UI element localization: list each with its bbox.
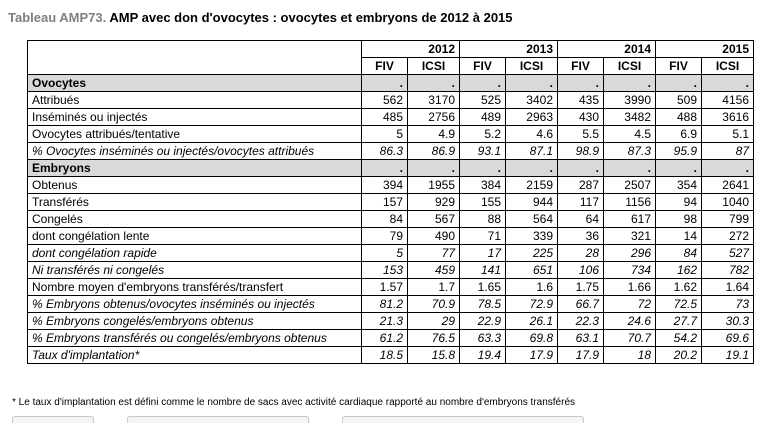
table-cell: 525 [460, 92, 506, 109]
table-cell: 78.5 [460, 296, 506, 313]
table-cell: 5.5 [558, 126, 604, 143]
table-cell: 162 [656, 262, 702, 279]
table-cell: 72.5 [656, 296, 702, 313]
table-cell: 17.9 [506, 347, 558, 364]
header-blank-cell [28, 41, 362, 58]
method-header: ICSI [506, 58, 558, 75]
table-cell: 21.3 [362, 313, 408, 330]
table-cell: 79 [362, 228, 408, 245]
table-cell: 3170 [408, 92, 460, 109]
table-row [28, 330, 754, 347]
table-cell: 87.3 [604, 143, 656, 160]
table-cell: 28 [558, 245, 604, 262]
table-cell: 61.2 [362, 330, 408, 347]
table-cell: 27.7 [656, 313, 702, 330]
table-cell: 36 [558, 228, 604, 245]
table-cell: . [656, 160, 702, 177]
table-cell: 86.9 [408, 143, 460, 160]
table-cell: 1.6 [506, 279, 558, 296]
table-cell: 1156 [604, 194, 656, 211]
table-cell: 64 [558, 211, 604, 228]
table-cell: 98 [656, 211, 702, 228]
row-label: % Embryons obtenus/ovocytes inséminés ou injectés [28, 296, 362, 313]
row-label: % Embryons transférés ou congelés/embryons obtenus [28, 330, 362, 347]
table-cell: 5.1 [702, 126, 754, 143]
bottom-tab-strip [12, 416, 712, 422]
table-cell: 20.2 [656, 347, 702, 364]
table-cell: 18.5 [362, 347, 408, 364]
table-cell: 321 [604, 228, 656, 245]
table-cell: 98.9 [558, 143, 604, 160]
table-cell: 17.9 [558, 347, 604, 364]
table-cell: 1.62 [656, 279, 702, 296]
table-row [28, 211, 754, 228]
table-cell: 5.2 [460, 126, 506, 143]
table-cell: 1.64 [702, 279, 754, 296]
method-header: FIV [362, 58, 408, 75]
table-cell: 66.7 [558, 296, 604, 313]
table-cell: 157 [362, 194, 408, 211]
table-cell: 15.8 [408, 347, 460, 364]
table-cell: 72.9 [506, 296, 558, 313]
table-cell: 339 [506, 228, 558, 245]
row-label: dont congélation rapide [28, 245, 362, 262]
table-cell: 22.9 [460, 313, 506, 330]
table-cell: . [362, 160, 408, 177]
table-cell: 81.2 [362, 296, 408, 313]
row-label: dont congélation lente [28, 228, 362, 245]
table-cell: 5 [362, 126, 408, 143]
table-cell: . [408, 75, 460, 92]
table-cell: 272 [702, 228, 754, 245]
table-caption: AMP avec don d'ovocytes : ovocytes et embryons de 2012 à 2015 [106, 10, 513, 25]
table-row [28, 228, 754, 245]
table-cell: 489 [460, 109, 506, 126]
table-cell: 71 [460, 228, 506, 245]
table-cell: 26.1 [506, 313, 558, 330]
table-cell: 69.6 [702, 330, 754, 347]
table-cell: 287 [558, 177, 604, 194]
table-cell: 5 [362, 245, 408, 262]
table-cell: 488 [656, 109, 702, 126]
table-number: Tableau AMP73. [8, 10, 107, 25]
table-cell: 63.3 [460, 330, 506, 347]
table-cell: 70.9 [408, 296, 460, 313]
footnote: * Le taux d'implantation est défini comme le nombre de sacs avec activité cardiaque rapporté au nombre d'embryons transférés [12, 397, 576, 408]
table-cell: 394 [362, 177, 408, 194]
table-cell: . [604, 160, 656, 177]
table-cell: 155 [460, 194, 506, 211]
table-cell: 2159 [506, 177, 558, 194]
table-cell: 19.1 [702, 347, 754, 364]
table-cell: 2641 [702, 177, 754, 194]
table-cell: 95.9 [656, 143, 702, 160]
method-header: ICSI [408, 58, 460, 75]
table-cell: 944 [506, 194, 558, 211]
table-cell: 72 [604, 296, 656, 313]
method-header: FIV [460, 58, 506, 75]
table-cell: 141 [460, 262, 506, 279]
table-cell: 490 [408, 228, 460, 245]
method-header: ICSI [604, 58, 656, 75]
table-cell: 69.8 [506, 330, 558, 347]
table-cell: 153 [362, 262, 408, 279]
year-header: 2014 [558, 41, 656, 58]
table-cell: 564 [506, 211, 558, 228]
table-cell: 3482 [604, 109, 656, 126]
table-row [28, 126, 754, 143]
row-label: % Embryons congelés/embryons obtenus [28, 313, 362, 330]
table-cell: 354 [656, 177, 702, 194]
table-cell: . [506, 160, 558, 177]
table-cell: 24.6 [604, 313, 656, 330]
table-cell: . [460, 75, 506, 92]
table-title [8, 10, 513, 25]
table-cell: 17 [460, 245, 506, 262]
row-label: Congelés [28, 211, 362, 228]
method-header: FIV [656, 58, 702, 75]
table-cell: 782 [702, 262, 754, 279]
table-cell: 4156 [702, 92, 754, 109]
table-row [28, 313, 754, 330]
table-cell: 86.3 [362, 143, 408, 160]
table-cell: . [362, 75, 408, 92]
row-label: Nombre moyen d'embryons transférés/transfert [28, 279, 362, 296]
table-cell: 1.7 [408, 279, 460, 296]
section-label: Embryons [28, 160, 362, 177]
table-cell: . [604, 75, 656, 92]
section-label: Ovocytes [28, 75, 362, 92]
method-header: ICSI [702, 58, 754, 75]
table-cell: 799 [702, 211, 754, 228]
table-row [28, 143, 754, 160]
table-cell: 84 [362, 211, 408, 228]
table-cell: 29 [408, 313, 460, 330]
table-cell: 4.9 [408, 126, 460, 143]
table-cell: 430 [558, 109, 604, 126]
table-cell: 117 [558, 194, 604, 211]
table-cell: 106 [558, 262, 604, 279]
table-cell: 1.65 [460, 279, 506, 296]
table-row [28, 194, 754, 211]
table-cell: . [408, 160, 460, 177]
table-row [28, 92, 754, 109]
table-cell: 22.3 [558, 313, 604, 330]
table-cell: 6.9 [656, 126, 702, 143]
table-row [28, 262, 754, 279]
table-cell: 296 [604, 245, 656, 262]
table-cell: . [460, 160, 506, 177]
table-cell: 84 [656, 245, 702, 262]
section-row [28, 75, 754, 92]
row-label: % Ovocytes inséminés ou injectés/ovocytes attribués [28, 143, 362, 160]
table-cell: . [558, 75, 604, 92]
table-cell: 3990 [604, 92, 656, 109]
table-cell: 73 [702, 296, 754, 313]
method-header: FIV [558, 58, 604, 75]
table-cell: 651 [506, 262, 558, 279]
table-cell: 1.57 [362, 279, 408, 296]
table-cell: 562 [362, 92, 408, 109]
table-cell: 19.4 [460, 347, 506, 364]
table-cell: 459 [408, 262, 460, 279]
row-label: Obtenus [28, 177, 362, 194]
table-row [28, 245, 754, 262]
row-label: Taux d'implantation* [28, 347, 362, 364]
table-cell: . [506, 75, 558, 92]
table-cell: . [656, 75, 702, 92]
year-header: 2015 [656, 41, 754, 58]
table-row [28, 347, 754, 364]
table-row [28, 279, 754, 296]
table-cell: 485 [362, 109, 408, 126]
table-cell: 3402 [506, 92, 558, 109]
table-cell: 527 [702, 245, 754, 262]
table-cell: 94 [656, 194, 702, 211]
table-cell: 77 [408, 245, 460, 262]
table-cell: 14 [656, 228, 702, 245]
table-cell: 63.1 [558, 330, 604, 347]
table-cell: 87.1 [506, 143, 558, 160]
table-cell: 509 [656, 92, 702, 109]
table-cell: 1040 [702, 194, 754, 211]
row-label: Ni transférés ni congelés [28, 262, 362, 279]
table-row [28, 177, 754, 194]
table-cell: 88 [460, 211, 506, 228]
table-cell: 435 [558, 92, 604, 109]
table-cell: 87 [702, 143, 754, 160]
table-row [28, 296, 754, 313]
table-cell: 3616 [702, 109, 754, 126]
table-cell: . [558, 160, 604, 177]
method-header-row [28, 58, 754, 75]
table-body [28, 41, 754, 364]
table-cell: 70.7 [604, 330, 656, 347]
table-cell: . [702, 160, 754, 177]
table-cell: 929 [408, 194, 460, 211]
table-cell: 54.2 [656, 330, 702, 347]
table-cell: 2756 [408, 109, 460, 126]
row-label: Ovocytes attribués/tentative [28, 126, 362, 143]
table-cell: 617 [604, 211, 656, 228]
section-row [28, 160, 754, 177]
year-header-row [28, 41, 754, 58]
table-cell: 2963 [506, 109, 558, 126]
year-header: 2012 [362, 41, 460, 58]
table-cell: 2507 [604, 177, 656, 194]
table-cell: 30.3 [702, 313, 754, 330]
table-cell: 76.5 [408, 330, 460, 347]
table-cell: 567 [408, 211, 460, 228]
table-cell: 1.75 [558, 279, 604, 296]
table-row [28, 109, 754, 126]
table-cell: 18 [604, 347, 656, 364]
table-cell: 93.1 [460, 143, 506, 160]
row-label: Inséminés ou injectés [28, 109, 362, 126]
table-cell: 225 [506, 245, 558, 262]
row-label: Transférés [28, 194, 362, 211]
table-cell: 1955 [408, 177, 460, 194]
table-cell: 4.5 [604, 126, 656, 143]
table-cell: 734 [604, 262, 656, 279]
table-cell: 1.66 [604, 279, 656, 296]
table-cell: . [702, 75, 754, 92]
data-table [27, 40, 754, 364]
header-blank-cell [28, 58, 362, 75]
table-cell: 4.6 [506, 126, 558, 143]
row-label: Attribués [28, 92, 362, 109]
table-cell: 384 [460, 177, 506, 194]
year-header: 2013 [460, 41, 558, 58]
